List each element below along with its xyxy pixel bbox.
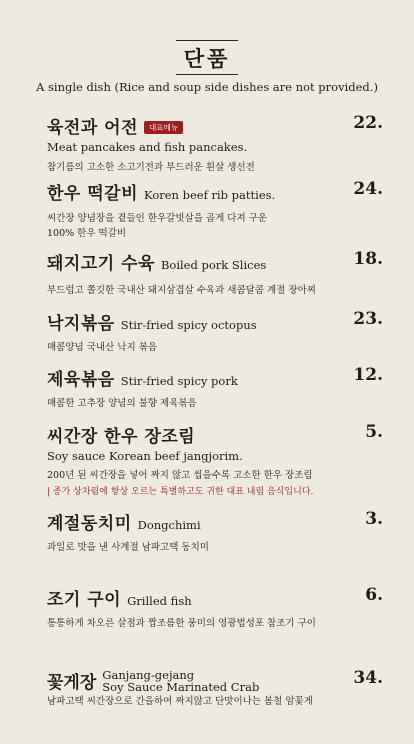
page-subtitle: A single dish (Rice and soup side dishes are not provided.): [36, 80, 378, 94]
item-korean-name: 계절동치미: [47, 514, 132, 534]
menu-item: [47, 668, 383, 709]
item-description: 참기름의 고소한 소고기전과 부드러운 흰살 생선전: [47, 162, 255, 173]
item-korean-name: 한우 떡갈비: [47, 184, 139, 204]
item-english-name: Meat pancakes and fish pancakes.: [47, 140, 248, 154]
menu-item: [47, 249, 383, 298]
item-description: 100% 한우 떡갈비: [47, 228, 127, 239]
item-price: 34.: [353, 668, 383, 688]
item-description: 씨간장 양념장을 곁들인 한우갈빗살을 곱게 다져 구운: [47, 213, 268, 224]
item-english-name: Boiled pork Slices: [160, 258, 267, 272]
item-description: 200년 된 씨간장을 넣어 짜지 않고 씹을수록 고소한 한우 장조림: [47, 470, 313, 481]
item-english-name: Koren beef rib patties.: [144, 188, 276, 202]
item-korean-name: 제육볶음: [47, 370, 115, 390]
item-price: 5.: [365, 422, 383, 442]
item-english-name: Soy Sauce Marinated Crab: [102, 679, 260, 694]
item-description: 과일로 맛을 낸 사계절 남파고택 동치미: [47, 542, 209, 553]
item-price: 23.: [353, 309, 383, 329]
item-english-name: Ganjang-gejang: [102, 667, 195, 682]
menu-item: [47, 365, 383, 411]
item-description: 매콤한 고추장 양념의 불향 제육볶음: [47, 398, 197, 409]
item-korean-name: 낙지볶음: [47, 314, 115, 334]
menu-header: [0, 40, 414, 75]
item-korean-name: 씨간장 한우 장조림: [47, 427, 196, 447]
item-description: 부드럽고 쫄깃한 국내산 돼지삼겹살 수육과 새콤달콤 계절 장아찌: [47, 285, 316, 296]
item-price: 6.: [365, 585, 383, 605]
item-english-name: Grilled fish: [127, 594, 192, 608]
item-price: 18.: [353, 249, 383, 269]
page-title: 단품: [176, 40, 239, 75]
item-english-name: Dongchimi: [137, 518, 201, 532]
menu-item: [47, 422, 383, 497]
item-description: 남파고택 씨간장으로 간을하여 짜지않고 단맛이나는 봄철 암꽃게: [47, 696, 313, 707]
menu-item: [47, 585, 383, 631]
item-korean-name: 조기 구이: [47, 590, 122, 610]
item-price: 12.: [353, 365, 383, 385]
item-english-name: Stir-fried spicy octopus: [120, 318, 257, 332]
item-description: 통통하게 차오른 살점과 짭조름한 풍미의 영광법성포 참조기 구이: [47, 618, 316, 629]
item-description: 매콤양념 국내산 낙지 볶음: [47, 342, 158, 353]
menu-item: [47, 309, 383, 355]
signature-badge: 대표메뉴: [144, 121, 183, 134]
menu-item: [47, 113, 383, 175]
menu-item: [47, 509, 383, 555]
menu-item: [47, 179, 383, 241]
item-english-name: Stir-fried spicy pork: [120, 374, 238, 388]
item-korean-name: 꽃게장: [47, 673, 97, 693]
item-price: 3.: [365, 509, 383, 529]
item-english-name: Soy sauce Korean beef jangjorim.: [47, 449, 243, 463]
item-price: 24.: [353, 179, 383, 199]
item-price: 22.: [353, 113, 383, 133]
item-note: | 종가 상차림에 항상 오르는 특별하고도 귀한 대표 내림 음식입니다.: [47, 487, 314, 497]
item-korean-name: 돼지고기 수육: [47, 254, 155, 274]
item-korean-name: 육전과 어전: [47, 118, 139, 138]
